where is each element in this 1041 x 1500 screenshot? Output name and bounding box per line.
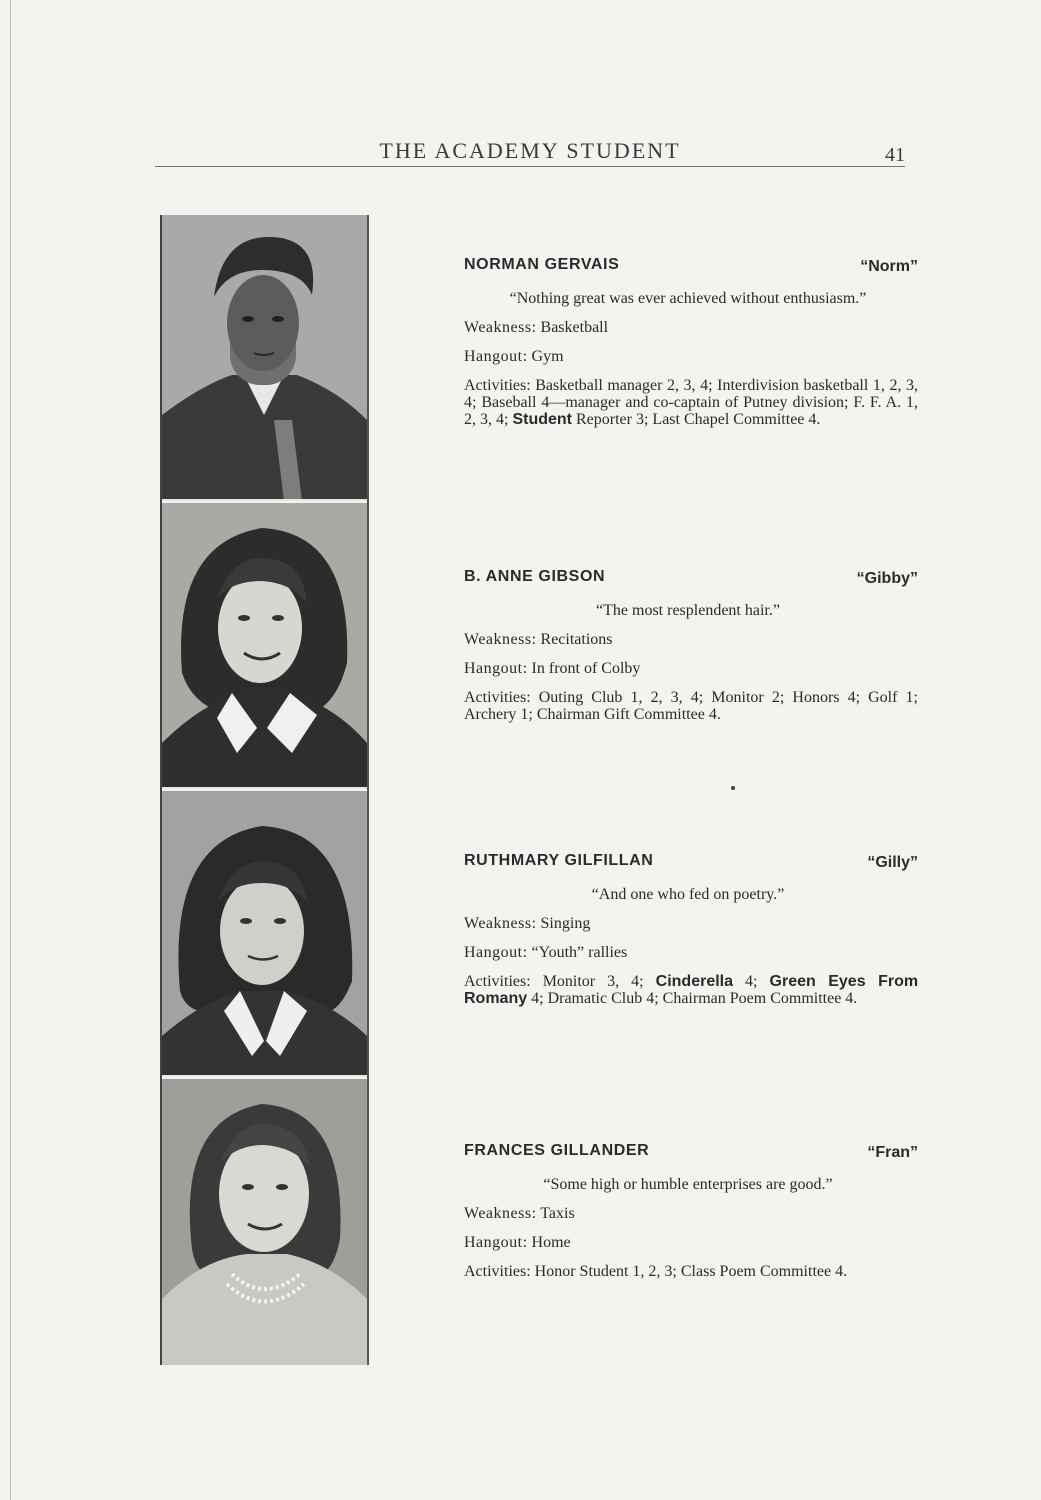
weakness-label: Weakness: <box>464 1205 537 1222</box>
activities-text: Monitor 3, 4; <box>542 973 644 990</box>
header-rule <box>155 166 905 167</box>
activities-label: Activities: <box>464 973 531 990</box>
weakness-value: Basketball <box>540 319 609 336</box>
weakness-label: Weakness: <box>464 319 537 336</box>
name-row <box>458 852 918 874</box>
student-nickname: “Norm” <box>860 258 918 275</box>
activities-bold-text-2: Green Eyes From Romany <box>464 973 919 1007</box>
student-name: B. ANNE GIBSON <box>464 568 606 585</box>
weakness-value: Singing <box>540 915 591 932</box>
hangout-field <box>458 660 918 677</box>
weakness-value: Recitations <box>540 631 613 648</box>
student-entry-gibson <box>458 568 918 723</box>
activities-field <box>458 689 918 723</box>
name-row <box>458 1142 918 1164</box>
activities-bold-text: Student <box>512 411 572 428</box>
hangout-value: Gym <box>531 348 564 365</box>
student-entry-gilfillan <box>458 852 918 1007</box>
weakness-label: Weakness: <box>464 631 537 648</box>
student-quote: “The most resplendent hair.” <box>596 602 780 619</box>
publication-title: THE ACADEMY STUDENT <box>379 138 681 163</box>
student-name: FRANCES GILLANDER <box>464 1142 650 1159</box>
hangout-field <box>458 1234 918 1251</box>
hangout-value: In front of Colby <box>531 660 641 677</box>
activities-text-mid: 4; <box>745 973 758 990</box>
activities-label: Activities: <box>464 377 531 394</box>
portrait-photo-2 <box>162 503 367 789</box>
stray-mark <box>731 786 735 790</box>
activities-field <box>458 973 918 1007</box>
activities-text-end: Reporter 3; Last Chapel Committee 4. <box>576 411 821 428</box>
weakness-field <box>458 1205 918 1222</box>
activities-bold-text: Cinderella <box>655 973 734 990</box>
student-nickname: “Fran” <box>867 1144 918 1161</box>
hangout-label: Hangout: <box>464 348 528 365</box>
hangout-label: Hangout: <box>464 944 528 961</box>
activities-text: Outing Club 1, 2, 3, 4; Monitor 2; Honors 4; Golf 1; Archery 1; Chairman Gift Committee 4. <box>464 689 918 723</box>
student-nickname: “Gilly” <box>867 854 918 871</box>
hangout-value: Home <box>531 1234 571 1251</box>
weakness-field <box>458 915 918 932</box>
hangout-value: “Youth” rallies <box>531 944 628 961</box>
activities-text-end: 4; Dramatic Club 4; Chairman Poem Committee 4. <box>531 990 858 1007</box>
hangout-field <box>458 348 918 365</box>
weakness-field <box>458 631 918 648</box>
hangout-label: Hangout: <box>464 660 528 677</box>
name-row <box>458 256 918 278</box>
student-quote: “Nothing great was ever achieved without enthusiasm.” <box>509 290 867 307</box>
name-row <box>458 568 918 590</box>
activities-label: Activities: <box>464 689 531 706</box>
student-name: NORMAN GERVAIS <box>464 256 620 273</box>
portrait-photo-1 <box>162 215 367 501</box>
activities-text: Basketball manager 2, 3, 4; Interdivision basketball 1, 2, 3, 4; Baseball 4—manager and co-captain of Putney division; F. F. A. 1, 2, 3, 4; <box>464 377 919 428</box>
portrait-photo-4 <box>162 1079 367 1365</box>
student-quote: “And one who fed on poetry.” <box>591 886 785 903</box>
page-edge-rule <box>10 0 11 1500</box>
hangout-label: Hangout: <box>464 1234 528 1251</box>
student-entry-gillander <box>458 1142 918 1280</box>
student-nickname: “Gibby” <box>856 570 918 587</box>
activities-field <box>458 377 918 428</box>
student-quote: “Some high or humble enterprises are good.” <box>543 1176 833 1193</box>
weakness-field <box>458 319 918 336</box>
activities-field <box>458 1263 918 1280</box>
portrait-photo-3 <box>162 791 367 1077</box>
portrait-strip <box>160 215 369 1365</box>
activities-text: Honor Student 1, 2, 3; Class Poem Committee 4. <box>534 1263 848 1280</box>
student-entry-gervais <box>458 256 918 428</box>
activities-label: Activities: <box>464 1263 531 1280</box>
hangout-field <box>458 944 918 961</box>
page-header <box>155 138 905 178</box>
weakness-label: Weakness: <box>464 915 537 932</box>
weakness-value: Taxis <box>540 1205 575 1222</box>
student-name: RUTHMARY GILFILLAN <box>464 852 654 869</box>
page-number: 41 <box>885 144 905 166</box>
